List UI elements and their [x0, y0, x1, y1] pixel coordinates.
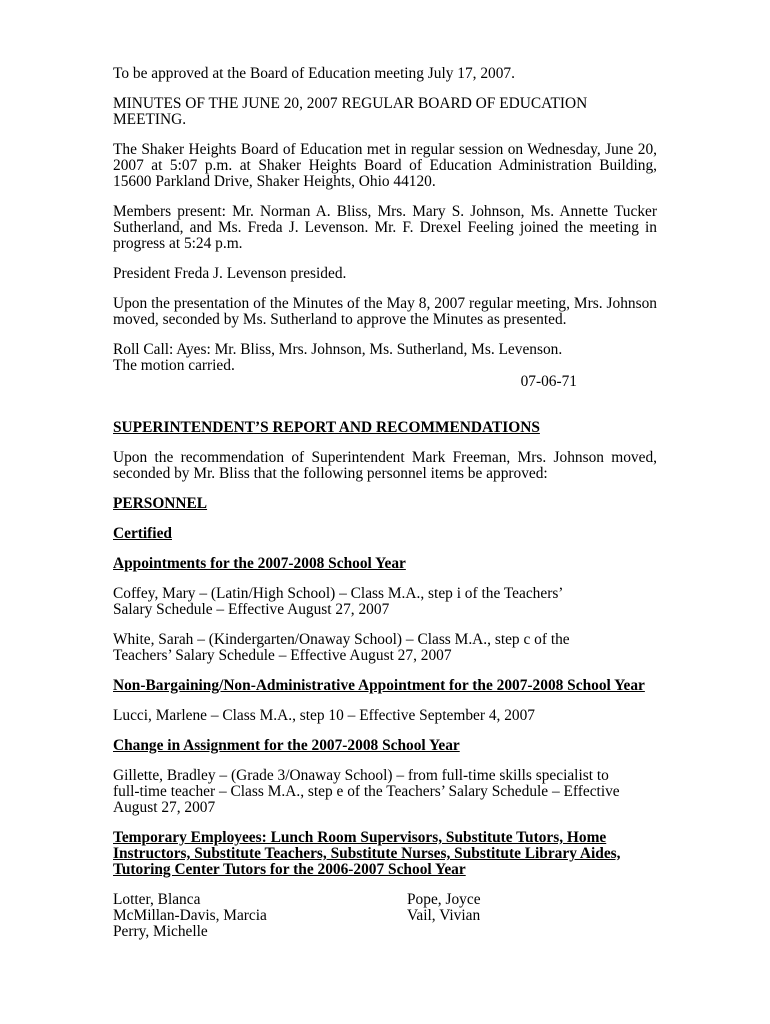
appointments-heading: Appointments for the 2007-2008 School Year [113, 555, 406, 572]
names-column-1 [113, 892, 407, 940]
appointment-coffey: Coffey, Mary – (Latin/High School) – Class M.A., step i of the Teachers’ Salary Schedule – Effective August 27, 2007 [113, 585, 563, 618]
motion-carried-line: The motion carried. [113, 357, 235, 374]
personnel-heading: PERSONNEL [113, 495, 208, 512]
list-item: Vail, Vivian [407, 907, 481, 924]
temporary-employees-heading: Temporary Employees: Lunch Room Supervisors, Substitute Tutors, Home Instructors, Substitute Teachers, Substitute Nurses, Substitute Library Aides, Tutoring Center Tutors for the 2006-2007 School Year [113, 829, 621, 878]
roll-call-line: Roll Call: Ayes: Mr. Bliss, Mrs. Johnson, Ms. Sutherland, Ms. Levenson. [113, 341, 563, 358]
document-page [113, 66, 657, 940]
appointment-white: White, Sarah – (Kindergarten/Onaway School) – Class M.A., step c of the Teachers’ Salary Schedule – Effective August 27, 2007 [113, 631, 570, 664]
session-paragraph: The Shaker Heights Board of Education met in regular session on Wednesday, June 20, 2007 at 5:07 p.m. at Shaker Heights Board of Education Administration Building, 15600 Parkland Drive, Shaker Heights, Ohio 44120. [113, 141, 657, 190]
change-gillette: Gillette, Bradley – (Grade 3/Onaway School) – from full-time skills specialist to full-time teacher – Class M.A., step e of the Teachers’ Salary Schedule – Effective August 27, 2007 [113, 767, 620, 816]
appointment-lucci: Lucci, Marlene – Class M.A., step 10 – Effective September 4, 2007 [113, 707, 536, 724]
certified-heading: Certified [113, 525, 172, 542]
approval-line: To be approved at the Board of Education meeting July 17, 2007. [113, 65, 515, 82]
change-in-assignment-heading: Change in Assignment for the 2007-2008 School Year [113, 737, 460, 754]
presided-line: President Freda J. Levenson presided. [113, 265, 347, 282]
list-item: Perry, Michelle [113, 923, 208, 940]
temporary-names-list [113, 892, 657, 940]
superintendent-report-heading: SUPERINTENDENT’S REPORT AND RECOMMENDATIONS [113, 419, 540, 436]
list-item: McMillan-Davis, Marcia [113, 907, 267, 924]
list-item: Lotter, Blanca [113, 891, 201, 908]
names-column-2 [407, 892, 481, 940]
list-item: Pope, Joyce [407, 891, 481, 908]
resolution-number: 07-06-71 [520, 373, 577, 390]
minutes-title: MINUTES OF THE JUNE 20, 2007 REGULAR BOARD OF EDUCATION MEETING. [113, 95, 588, 128]
members-paragraph: Members present: Mr. Norman A. Bliss, Mrs. Mary S. Johnson, Ms. Annette Tucker Sutherland, and Ms. Freda J. Levenson. Mr. F. Drexel Feeling joined the meeting in progress at 5:24 p.m. [113, 203, 657, 252]
nonbargaining-heading: Non-Bargaining/Non-Administrative Appointment for the 2007-2008 School Year [113, 677, 645, 694]
minutes-motion-paragraph: Upon the presentation of the Minutes of the May 8, 2007 regular meeting, Mrs. Johnson moved, seconded by Ms. Sutherland to approve the Minutes as presented. [113, 295, 657, 328]
recommendation-paragraph: Upon the recommendation of Superintendent Mark Freeman, Mrs. Johnson moved, seconded by Mr. Bliss that the following personnel items be approved: [113, 449, 657, 482]
